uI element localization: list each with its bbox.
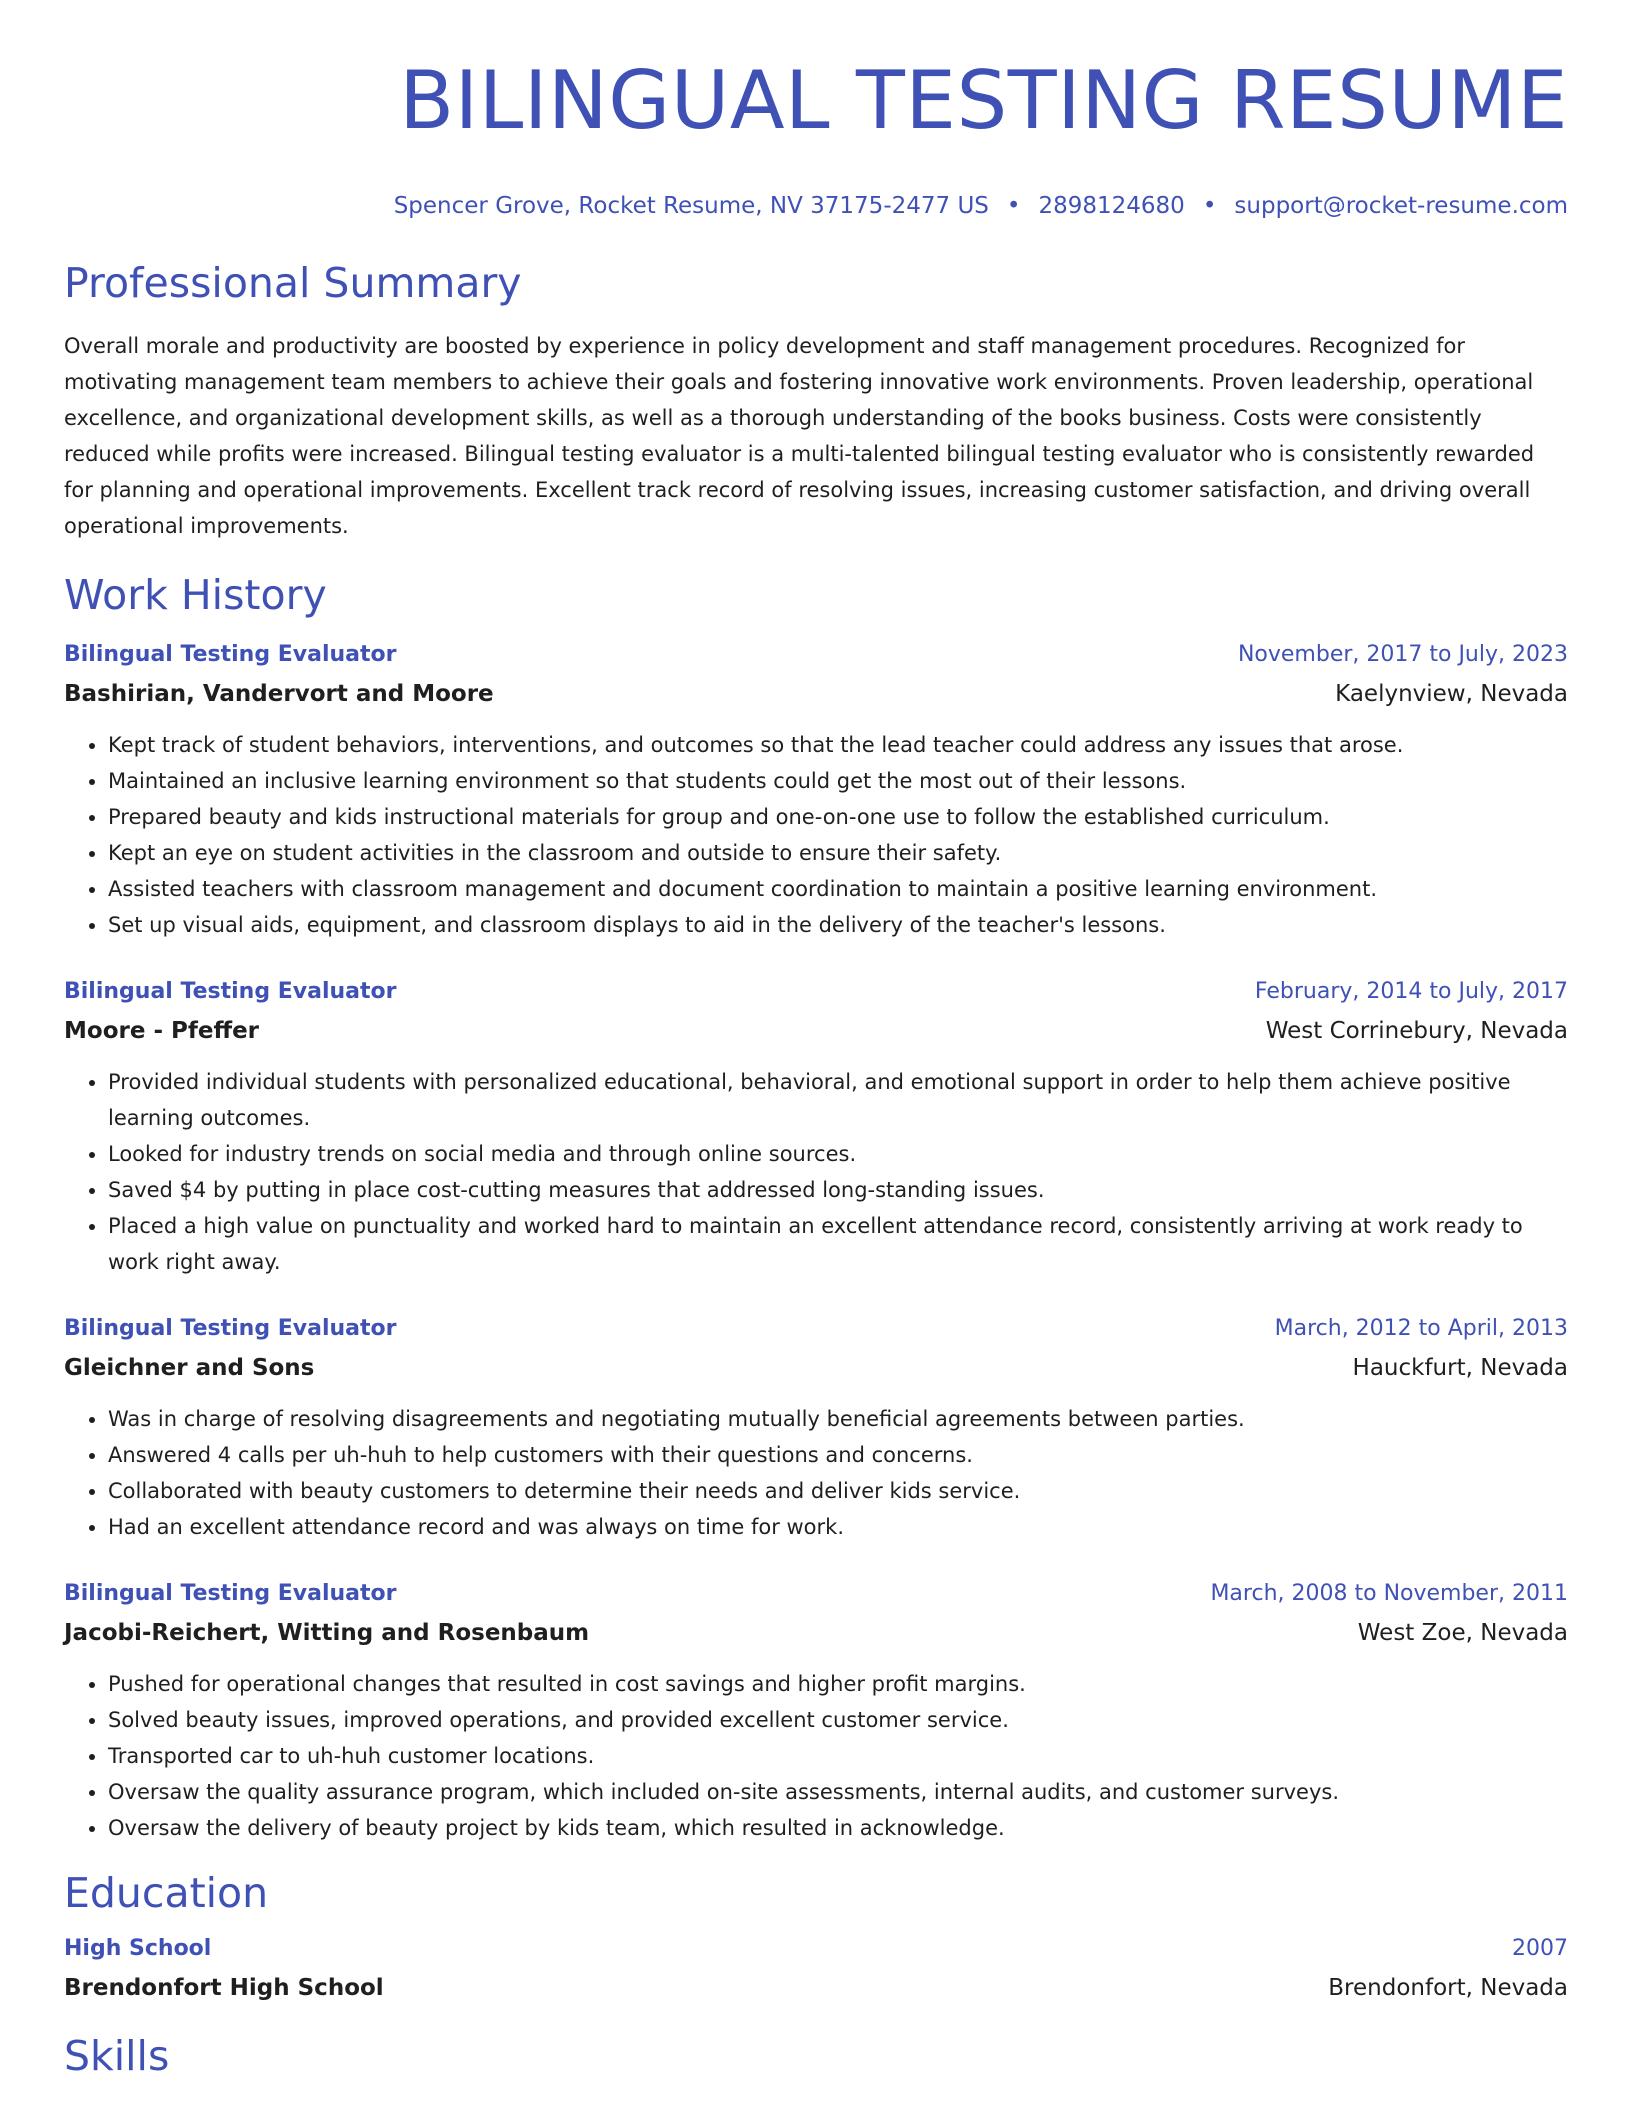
job-location: Hauckfurt, Nevada xyxy=(1352,1355,1568,1381)
contact-line xyxy=(64,192,1568,220)
job-bullet: • Saved $4 by putting in place cost-cutting measures that addressed long-standing issues. xyxy=(108,1172,1568,1208)
job-bullet: • Maintained an inclusive learning environment so that students could get the most out of their lessons. xyxy=(108,763,1568,799)
job-title: Bilingual Testing Evaluator xyxy=(64,979,397,1004)
job-company: Bashirian, Vandervort and Moore xyxy=(64,681,494,707)
job-bullet: • Placed a high value on punctuality and worked hard to maintain an excellent attendance record, consistently arriving at work ready to work right away. xyxy=(108,1208,1568,1280)
job-bullet: • Set up visual aids, equipment, and classroom displays to aid in the delivery of the teacher's lessons. xyxy=(108,907,1568,943)
job-title: Bilingual Testing Evaluator xyxy=(64,1316,397,1341)
job-bullet: • Was in charge of resolving disagreements and negotiating mutually beneficial agreements between parties. xyxy=(108,1401,1568,1437)
summary-text: Overall morale and productivity are boosted by experience in policy development and staff management procedures. Recognized for motivating management team members to achieve their goals and fostering innovative work environments. Proven leadership, operational excellence, and organizational development skills, as well as a thorough understanding of the books business. Costs were consistently reduced while profits were increased. Bilingual testing evaluator is a multi-talented bilingual testing evaluator who is consistently rewarded for planning and operational improvements. Excellent track record of resolving issues, increasing customer satisfaction, and driving overall operational improvements. xyxy=(64,334,1535,538)
resume-title: BILINGUAL TESTING RESUME xyxy=(399,54,1568,147)
job-bullet: • Looked for industry trends on social media and through online sources. xyxy=(108,1136,1568,1172)
job-company: Moore - Pfeffer xyxy=(64,1018,260,1044)
job-company: Jacobi-Reichert, Witting and Rosenbaum xyxy=(64,1620,590,1646)
job-bullet-list xyxy=(64,1401,1568,1545)
job-bullet: • Pushed for operational changes that resulted in cost savings and higher profit margins. xyxy=(108,1666,1568,1702)
job-bullet: • Collaborated with beauty customers to determine their needs and deliver kids service. xyxy=(108,1473,1568,1509)
job-company: Gleichner and Sons xyxy=(64,1355,315,1381)
job-dates: November, 2017 to July, 2023 xyxy=(1237,642,1568,667)
education-heading: Education xyxy=(64,1869,269,1917)
summary-heading: Professional Summary xyxy=(64,259,522,307)
job-bullet-list xyxy=(64,1064,1568,1280)
contact-separator: • xyxy=(1006,193,1021,219)
job-bullet: • Assisted teachers with classroom management and document coordination to maintain a positive learning environment. xyxy=(108,871,1568,907)
job-location: West Corrinebury, Nevada xyxy=(1265,1018,1568,1044)
job-entry xyxy=(64,977,1568,1280)
job-bullet: • Kept track of student behaviors, interventions, and outcomes so that the lead teacher could address any issues that arose. xyxy=(108,727,1568,763)
skills-heading: Skills xyxy=(64,2032,170,2080)
education-school: Brendonfort High School xyxy=(64,1975,384,2001)
job-dates: March, 2008 to November, 2011 xyxy=(1210,1581,1568,1606)
job-bullet: • Oversaw the delivery of beauty project by kids team, which resulted in acknowledge. xyxy=(108,1810,1568,1846)
job-bullet: • Provided individual students with personalized educational, behavioral, and emotional support in order to help them achieve positive learning outcomes. xyxy=(108,1064,1568,1136)
contact-email[interactable]: support@rocket-resume.com xyxy=(1234,193,1568,219)
job-dates: March, 2012 to April, 2013 xyxy=(1274,1316,1568,1341)
job-bullet: • Answered 4 calls per uh-huh to help customers with their questions and concerns. xyxy=(108,1437,1568,1473)
work-history-heading: Work History xyxy=(64,571,327,619)
contact-address: Spencer Grove, Rocket Resume, NV 37175-2477 US xyxy=(393,193,989,219)
job-bullet: • Kept an eye on student activities in the classroom and outside to ensure their safety. xyxy=(108,835,1568,871)
job-bullet-list xyxy=(64,727,1568,943)
job-bullet: • Prepared beauty and kids instructional materials for group and one-on-one use to follow the established curriculum. xyxy=(108,799,1568,835)
education-location: Brendonfort, Nevada xyxy=(1328,1975,1568,2001)
job-title: Bilingual Testing Evaluator xyxy=(64,642,397,667)
contact-phone: 2898124680 xyxy=(1038,193,1185,219)
job-bullet: • Transported car to uh-huh customer locations. xyxy=(108,1738,1568,1774)
job-entry xyxy=(64,1314,1568,1545)
contact-separator: • xyxy=(1202,193,1217,219)
job-entry xyxy=(64,640,1568,943)
education-year: 2007 xyxy=(1512,1936,1568,1961)
job-dates: February, 2014 to July, 2017 xyxy=(1254,979,1568,1004)
job-location: Kaelynview, Nevada xyxy=(1335,681,1568,707)
job-bullet: • Oversaw the quality assurance program, which included on-site assessments, internal audits, and customer surveys. xyxy=(108,1774,1568,1810)
job-title: Bilingual Testing Evaluator xyxy=(64,1581,397,1606)
job-bullet: • Had an excellent attendance record and was always on time for work. xyxy=(108,1509,1568,1545)
education-entry xyxy=(64,1934,1568,2003)
job-bullet: • Solved beauty issues, improved operations, and provided excellent customer service. xyxy=(108,1702,1568,1738)
education-degree: High School xyxy=(64,1936,212,1961)
job-entry xyxy=(64,1579,1568,1846)
job-location: West Zoe, Nevada xyxy=(1357,1620,1568,1646)
job-bullet-list xyxy=(64,1666,1568,1846)
